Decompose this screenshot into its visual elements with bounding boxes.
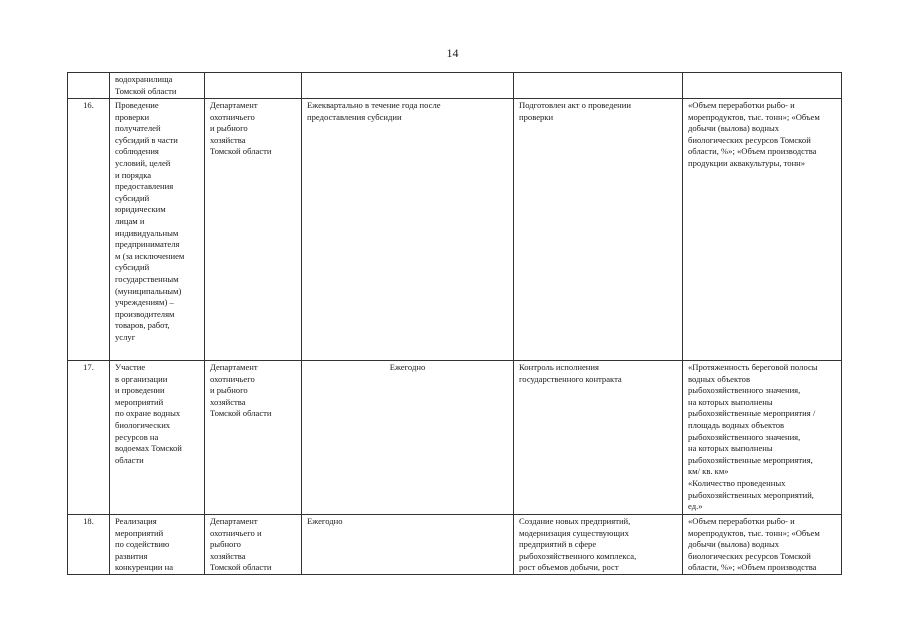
indicator-cell: «Протяженность береговой полосы водных объектов рыбохозяйственного значения, на которых выполнены рыбохозяйственные мероприятия / площадь водных объектов рыбохозяйственного значения, на которых выполнены рыбохозяйственные мероприятия, км/ кв. км» «Количество проведенных рыбохозяйственных мероприятий, ед.»	[683, 361, 842, 515]
result-cell: Создание новых предприятий, модернизация существующих предприятий в сфере рыбохозяйственного комплекса, рост объемов добычи, рост	[514, 515, 683, 575]
executor-cell	[205, 73, 302, 99]
executor-cell: Департамент охотничьего и рыбного хозяйства Томской области	[205, 99, 302, 361]
executor-cell: Департамент охотничьего и рыбного хозяйства Томской области	[205, 515, 302, 575]
row-number-cell	[68, 73, 110, 99]
indicator-cell: «Объем переработки рыбо- и морепродуктов, тыс. тонн»; «Объем добычи (вылова) водных биологических ресурсов Томской области, %»; «Объем производства	[683, 515, 842, 575]
indicator-cell	[683, 73, 842, 99]
table-row	[68, 73, 842, 99]
executor-cell: Департамент охотничьего и рыбного хозяйства Томской области	[205, 361, 302, 515]
result-cell: Контроль исполнения государственного контракта	[514, 361, 683, 515]
indicator-cell: «Объем переработки рыбо- и морепродуктов, тыс. тонн»; «Объем добычи (вылова) водных биологических ресурсов Томской области, %»; «Объем производства продукции аквакультуры, тонн»	[683, 99, 842, 361]
term-cell	[302, 73, 514, 99]
table-row	[68, 361, 842, 515]
measure-cell: водохранилища Томской области	[110, 73, 205, 99]
term-cell: Ежегодно	[302, 361, 514, 515]
table-row	[68, 515, 842, 575]
term-cell: Ежегодно	[302, 515, 514, 575]
row-number-cell: 17.	[68, 361, 110, 515]
row-number-cell: 16.	[68, 99, 110, 361]
table-row	[68, 99, 842, 361]
row-number-cell: 18.	[68, 515, 110, 575]
measure-cell: Участие в организации и проведении мероприятий по охране водных биологических ресурсов на водоемах Томской области	[110, 361, 205, 515]
measure-cell: Реализация мероприятий по содействию развития конкуренции на	[110, 515, 205, 575]
result-cell	[514, 73, 683, 99]
measures-table	[67, 72, 842, 575]
result-cell: Подготовлен акт о проведении проверки	[514, 99, 683, 361]
term-cell: Ежеквартально в течение года после предоставления субсидии	[302, 99, 514, 361]
page-number: 14	[446, 46, 459, 60]
measure-cell: Проведение проверки получателей субсидий в части соблюдения условий, целей и порядка предоставления субсидий юридическим лицам и индивидуальным предпринимателя м (за исключением субсидий государственным (муниципальным) учреждениям) – производителям товаров, работ, услуг	[110, 99, 205, 361]
